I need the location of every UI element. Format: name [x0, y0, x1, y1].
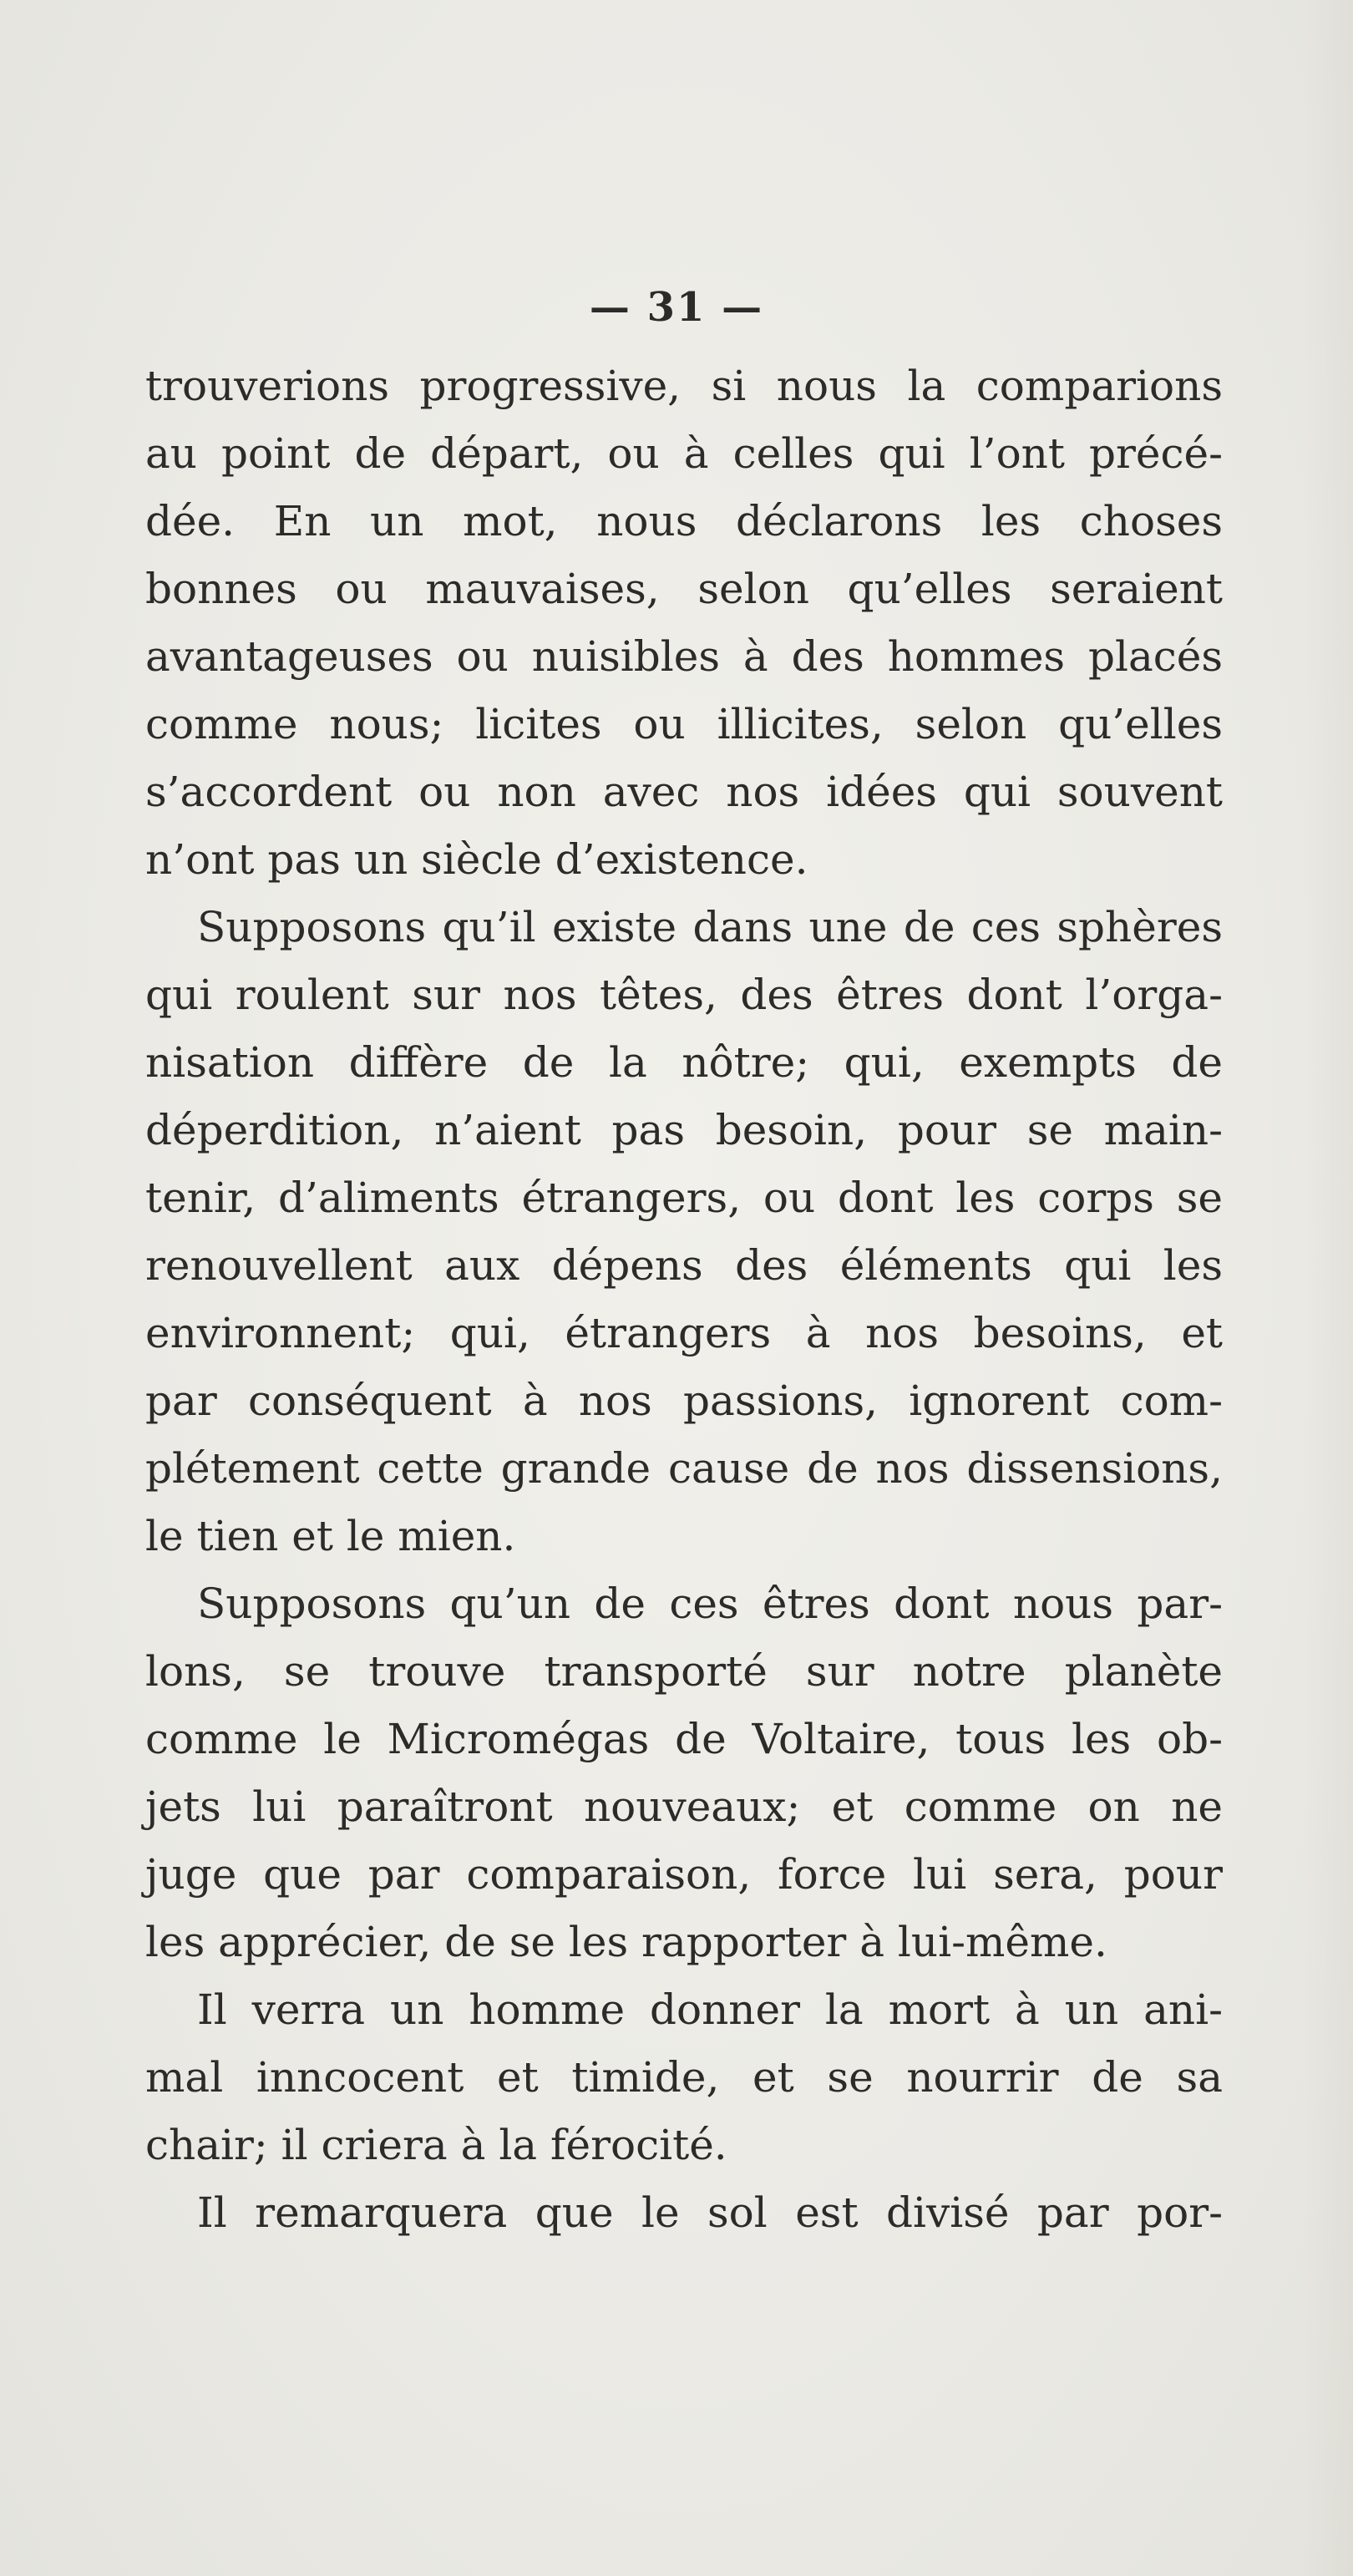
page-edge-shading [1303, 0, 1353, 2576]
text-line: Il remarquera que le sol est divisé par por- [197, 2188, 1223, 2237]
text-line: Supposons qu’il existe dans une de ces sphères [197, 903, 1223, 951]
text-line: comme le Micromégas de Voltaire, tous les ob- [145, 1715, 1223, 1763]
text-line: tenir, d’aliments étrangers, ou dont les corps se [145, 1174, 1223, 1222]
text-line: renouvellent aux dépens des éléments qui les [145, 1241, 1223, 1290]
text-line: comme nous; licites ou illicites, selon qu’elles [145, 700, 1223, 748]
text-line: déperdition, n’aient pas besoin, pour se main- [145, 1106, 1223, 1154]
text-line: trouverions progressive, si nous la comparions [145, 362, 1223, 410]
text-line: plétement cette grande cause de nos dissensions, [145, 1444, 1223, 1493]
text-line: au point de départ, ou à celles qui l’ont précé- [145, 429, 1223, 478]
text-line: mal inncocent et timide, et se nourrir de sa [145, 2053, 1223, 2102]
text-line: jets lui paraîtront nouveaux; et comme on ne [145, 1782, 1223, 1831]
text-line: par conséquent à nos passions, ignorent com- [145, 1377, 1223, 1425]
text-line: Il verra un homme donner la mort à un ani- [197, 1985, 1223, 2034]
text-line: nisation diffère de la nôtre; qui, exempts de [145, 1038, 1223, 1087]
text-line: qui roulent sur nos têtes, des êtres dont l’orga- [145, 971, 1223, 1019]
text-line: dée. En un mot, nous déclarons les choses [145, 497, 1223, 545]
text-line: s’accordent ou non avec nos idées qui souvent [145, 768, 1223, 816]
text-line: juge que par comparaison, force lui sera, pour [145, 1850, 1223, 1899]
text-line: le tien et le mien. [145, 1512, 516, 1560]
text-line: bonnes ou mauvaises, selon qu’elles seraient [145, 565, 1223, 613]
text-line: les apprécier, de se les rapporter à lui-même. [145, 1918, 1107, 1966]
page-number: — 31 — [589, 284, 764, 331]
text-line: avantageuses ou nuisibles à des hommes placés [145, 632, 1223, 681]
text-line: chair; il criera à la férocité. [145, 2121, 727, 2169]
text-line: n’ont pas un siècle d’existence. [145, 835, 808, 884]
text-line: lons, se trouve transporté sur notre planète [145, 1647, 1223, 1696]
body-text [145, 352, 1223, 2247]
text-line: Supposons qu’un de ces êtres dont nous par- [197, 1580, 1223, 1628]
text-line: environnent; qui, étrangers à nos besoins, et [145, 1309, 1223, 1357]
